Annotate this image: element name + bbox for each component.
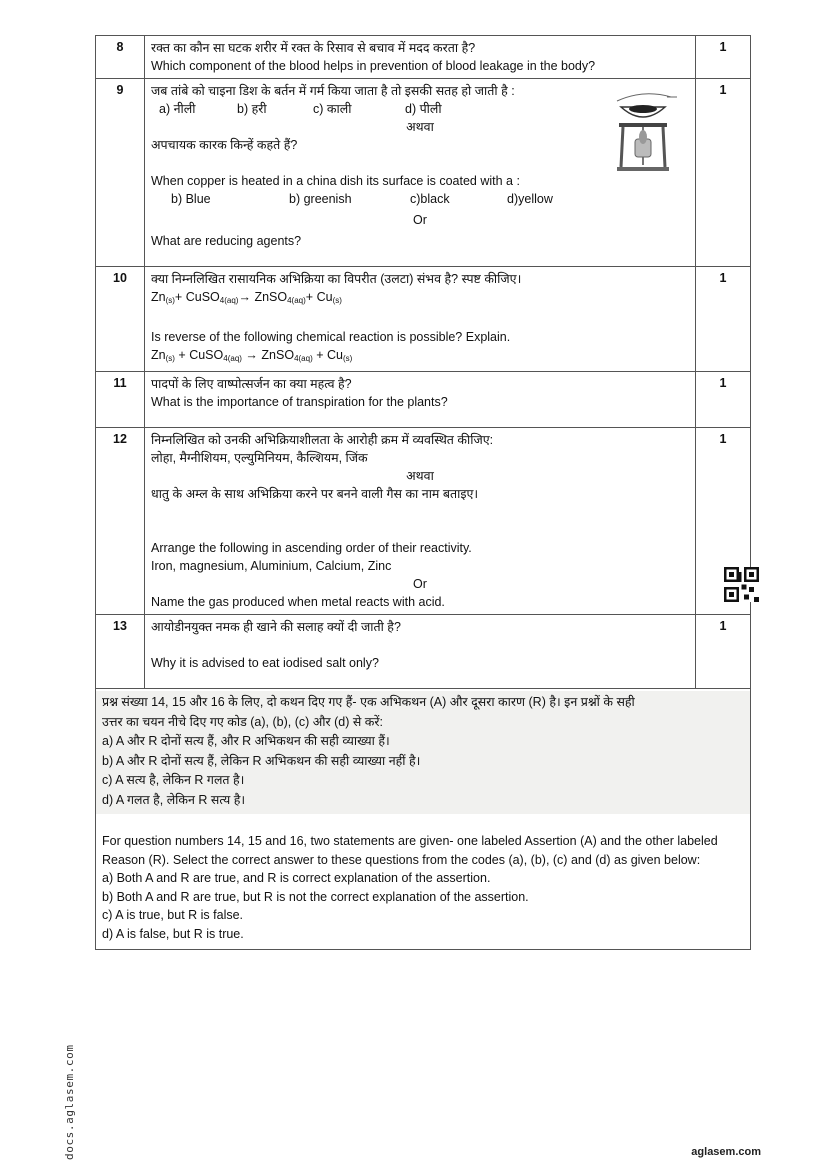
or-separator: अथवा: [406, 469, 434, 483]
question-english: Arrange the following in ascending order of their reactivity.: [151, 541, 472, 555]
option-b: b) greenish: [289, 192, 352, 206]
question-row-10: [96, 267, 751, 372]
english-options: [151, 190, 689, 208]
question-number: 11: [96, 372, 145, 428]
option-c: c) काली: [313, 102, 352, 116]
question-row-8: [96, 36, 751, 79]
or-separator: Or: [413, 213, 427, 227]
question-hindi: क्या निम्नलिखित रासायनिक अभिक्रिया का विपरीत (उलटा) संभव है? स्पष्ट कीजिए।: [151, 272, 522, 286]
english-option-d: d) A is false, but R is true.: [102, 926, 244, 941]
instructions-body: [96, 689, 751, 950]
chemical-equation: $Zn_{(s)}+$ CuSO$_{4(aq)}$→ ZnSO$_{4(aq)}$+ $Cu_{(s)}$: [151, 290, 342, 305]
question-english: Why it is advised to eat iodised salt only?: [151, 656, 379, 670]
question-body: [145, 615, 696, 689]
question-number: 8: [96, 36, 145, 79]
hindi-option-c: c) A सत्य है, लेकिन R गलत है।: [102, 773, 245, 787]
question-english-list: Iron, magnesium, Aluminium, Calcium, Zinc: [151, 559, 392, 573]
question-marks: 1: [696, 267, 751, 372]
question-hindi-alternative: धातु के अम्ल के साथ अभिक्रिया करने पर बनने वाली गैस का नाम बताइए।: [151, 487, 479, 501]
assertion-reason-instructions: [96, 689, 751, 950]
china-dish-apparatus-image: [609, 87, 681, 173]
question-number: 12: [96, 428, 145, 615]
question-row-9: [96, 79, 751, 267]
option-c: c)black: [410, 192, 450, 206]
qr-code-icon: [724, 567, 759, 602]
english-option-b: b) Both A and R are true, but R is not the correct explanation of the assertion.: [102, 889, 529, 904]
or-separator: Or: [413, 577, 427, 591]
instructions-hindi: [96, 691, 750, 814]
question-marks: 1: [696, 372, 751, 428]
question-number: 9: [96, 79, 145, 267]
chemical-equation: $Zn_{(s)}$ + CuSO$_{4(aq)}$ → ZnSO$_{4(aq)}$ + $Cu_{(s)}$: [151, 348, 353, 363]
instructions-english: [102, 832, 744, 943]
question-hindi: रक्त का कौन सा घटक शरीर में रक्त के रिसाव से बचाव में मदद करता है?: [151, 41, 476, 55]
hindi-option-b: b) A और R दोनों सत्य हैं, लेकिन R अभिकथन की सही व्याख्या नहीं है।: [102, 753, 421, 768]
question-hindi: निम्नलिखित को उनकी अभिक्रियाशीलता के आरोही क्रम में व्यवस्थित कीजिए:: [151, 433, 494, 447]
question-marks: 1: [696, 428, 751, 615]
question-table: [95, 35, 751, 950]
english-option-a: a) Both A and R are true, and R is correct explanation of the assertion.: [102, 871, 491, 885]
question-body: [145, 372, 696, 428]
question-english: What is the importance of transpiration for the plants?: [151, 395, 448, 409]
question-body: [145, 428, 696, 615]
english-intro: For question numbers 14, 15 and 16, two statements are given- one labeled Assertion (A) and the other labeled Reason (R). Select the correct answer to these questions from the codes (a), (b), (c) and (d) as given below:: [102, 834, 718, 867]
question-hindi-list: लोहा, मैग्नीशियम, एल्युमिनियम, कैल्शियम, जिंक: [151, 451, 368, 465]
question-hindi: आयोडीनयुक्त नमक ही खाने की सलाह क्यों दी जाती है?: [151, 620, 401, 634]
footer-site: aglasem.com: [691, 1146, 761, 1158]
question-body: [145, 267, 696, 372]
hindi-intro-line-1: प्रश्न संख्या 14, 15 और 16 के लिए, दो कथन दिए गए हैं- एक अभिकथन (A) और दूसरा कारण (R) है। इन प्रश्नों के सही: [102, 695, 635, 709]
question-marks: 1: [696, 79, 751, 267]
question-number: 10: [96, 267, 145, 372]
hindi-option-d: d) A गलत है, लेकिन R सत्य है।: [102, 792, 246, 807]
side-watermark: docs.aglasem.com: [63, 1044, 76, 1160]
question-hindi: पादपों के लिए वाष्पोत्सर्जन का क्या महत्व है?: [151, 377, 352, 391]
hindi-option-a: a) A और R दोनों सत्य हैं, और R अभिकथन की सही व्याख्या हैं।: [102, 734, 390, 748]
question-english: When copper is heated in a china dish its surface is coated with a :: [151, 174, 520, 188]
question-body: [145, 79, 696, 267]
question-english: Which component of the blood helps in prevention of blood leakage in the body?: [151, 59, 596, 73]
question-number: 13: [96, 615, 145, 689]
question-row-12: [96, 428, 751, 615]
question-hindi: जब तांबे को चाइना डिश के बर्तन में गर्म किया जाता है तो इसकी सतह हो जाती है :: [151, 84, 515, 98]
question-marks: 1: [696, 36, 751, 79]
question-hindi-alternative: अपचायक कारक किन्हें कहते हैं?: [151, 138, 298, 152]
question-english-alternative: Name the gas produced when metal reacts with acid.: [151, 595, 445, 609]
hindi-intro-line-2: उत्तर का चयन नीचे दिए गए कोड (a), (b), (c) और (d) से करें:: [102, 714, 383, 729]
english-option-c: c) A is true, but R is false.: [102, 908, 244, 922]
option-b: b) हरी: [237, 102, 267, 116]
option-a: b) Blue: [171, 192, 211, 206]
question-english-alternative: What are reducing agents?: [151, 234, 302, 248]
question-row-13: [96, 615, 751, 689]
or-separator: अथवा: [406, 120, 434, 134]
question-row-11: [96, 372, 751, 428]
question-body: [145, 36, 696, 79]
option-d: d)yellow: [507, 192, 553, 206]
option-a: a) नीली: [159, 102, 196, 116]
question-marks: 1: [696, 615, 751, 689]
option-d: d) पीली: [405, 102, 442, 116]
question-english: Is reverse of the following chemical reaction is possible? Explain.: [151, 330, 511, 344]
